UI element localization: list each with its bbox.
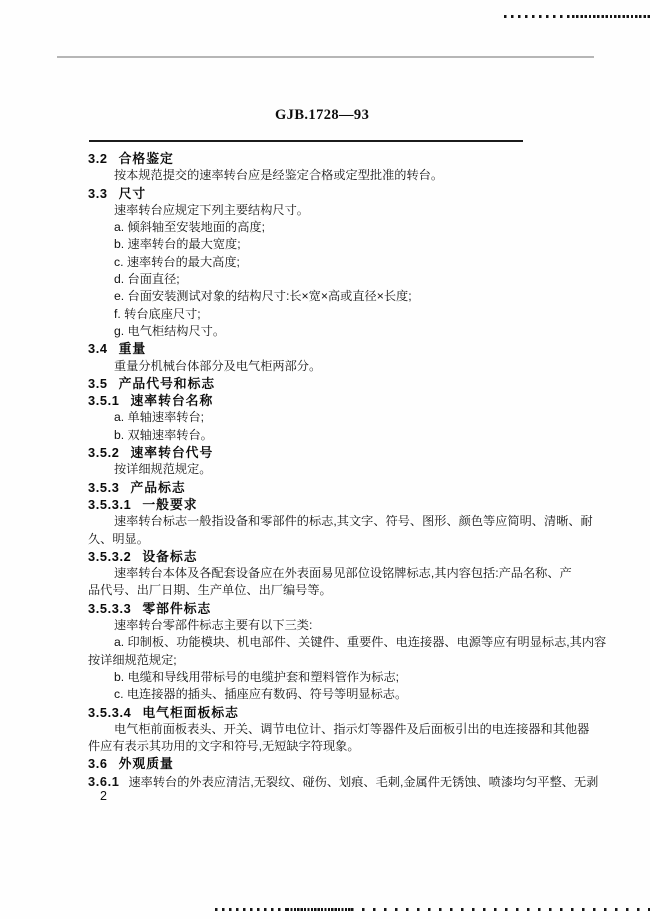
list-item: a. 印制板、功能模块、机电部件、关键件、重要件、电连接器、电源等应有明显标志,其内容 xyxy=(114,635,607,650)
paragraph-continuation-line: 件应有表示其功用的文字和符号,无短缺字符现象。 xyxy=(88,739,360,754)
document-body xyxy=(88,150,607,790)
section-title: 零部件标志 xyxy=(142,600,212,616)
paragraph-line: 速率转台应规定下列主要结构尺寸。 xyxy=(114,202,309,217)
paragraph-continuation-line: 久、明显。 xyxy=(88,531,149,546)
scan-edge-dots-bottom-dense xyxy=(287,908,351,911)
standard-number-header: GJB.1728—93 xyxy=(275,107,370,123)
section-number: 3.3 xyxy=(88,185,108,201)
list-item: c. 速率转台的最大高度; xyxy=(114,254,240,269)
scan-edge-dots-bottom-wide xyxy=(351,908,650,911)
section-title: 设备标志 xyxy=(142,548,198,564)
section-title: 尺寸 xyxy=(118,185,147,201)
section-number: 3.5.3.1 xyxy=(88,496,132,512)
section-title: 电气柜面板标志 xyxy=(142,704,239,720)
section-number: 3.5.3 xyxy=(88,479,120,495)
paragraph-continuation-line: 按详细规范规定; xyxy=(88,652,177,667)
section-number: 3.5.3.2 xyxy=(88,548,132,564)
section-number: 3.5 xyxy=(88,375,108,391)
section-3-6-1-runin-paragraph xyxy=(88,773,599,790)
paragraph-line: 按详细规范规定。 xyxy=(114,462,212,477)
section-number: 3.5.3.3 xyxy=(88,600,132,616)
list-item: b. 双轴速率转台。 xyxy=(114,427,213,442)
section-number: 3.5.2 xyxy=(88,445,120,461)
section-title: 合格鉴定 xyxy=(118,151,174,166)
list-item: b. 电缆和导线用带标号的电缆护套和塑料管作为标志; xyxy=(114,669,400,684)
paragraph-line: 按本规范提交的速率转台应是经鉴定合格或定型批准的转台。 xyxy=(114,168,444,183)
paragraph-line: 电气柜前面板表头、开关、调节电位计、指示灯等器件及后面板引出的电连接器和其他器 xyxy=(114,721,590,736)
section-number: 3.5.1 xyxy=(88,393,120,409)
section-title: 产品代号和标志 xyxy=(118,375,216,391)
paragraph-line: 速率转台标志一般指设备和零部件的标志,其文字、符号、图形、颜色等应简明、清晰、耐 xyxy=(114,514,593,529)
section-title: 产品标志 xyxy=(130,479,186,495)
list-item: g. 电气柜结构尺寸。 xyxy=(114,323,226,338)
section-number: 3.6.1 xyxy=(88,773,120,789)
paragraph-line: 速率转台的外表应清洁,无裂纹、碰伤、划痕、毛刺,金属件无锈蚀、喷漆均匀平整、无剥 xyxy=(128,774,599,789)
section-3-3-heading xyxy=(88,185,580,202)
scan-edge-dots-top-sparse xyxy=(504,15,572,18)
list-item: f. 转台底座尺寸; xyxy=(114,306,201,321)
page-number: 2 xyxy=(100,789,107,803)
section-3-5-3-heading xyxy=(88,479,580,496)
section-title: 一般要求 xyxy=(142,496,198,512)
header-rule xyxy=(89,140,523,142)
list-item: e. 台面安装测试对象的结构尺寸:长×宽×高或直径×长度; xyxy=(114,289,412,304)
section-number: 3.6 xyxy=(88,756,108,772)
list-item: b. 速率转台的最大宽度; xyxy=(114,237,241,252)
list-item: a. 倾斜轴至安装地面的高度; xyxy=(114,220,265,235)
list-item: d. 台面直径; xyxy=(114,272,180,287)
section-title: 外观质量 xyxy=(118,756,174,772)
section-3-5-3-1-heading xyxy=(88,496,580,513)
section-title: 速率转台代号 xyxy=(130,445,214,461)
section-3-5-2-heading xyxy=(88,444,580,461)
section-title: 速率转台名称 xyxy=(130,393,214,409)
section-3-6-heading xyxy=(88,755,580,772)
section-3-2-heading xyxy=(88,150,580,167)
paragraph-line: 重量分机械台体部分及电气柜两部分。 xyxy=(114,358,322,373)
scan-edge-dots-top-dense xyxy=(572,15,650,18)
paragraph-continuation-line: 品代号、出厂日期、生产单位、出厂编号等。 xyxy=(88,583,332,598)
section-3-5-3-4-heading xyxy=(88,704,580,721)
paragraph-line: 速率转台零部件标志主要有以下三类: xyxy=(114,618,313,633)
scan-crease-line xyxy=(57,56,594,58)
list-item: c. 电连接器的插头、插座应有数码、符号等明显标志。 xyxy=(114,687,408,702)
scan-edge-dots-bottom-sparse xyxy=(215,908,287,911)
section-3-5-3-2-heading xyxy=(88,548,580,565)
section-number: 3.2 xyxy=(88,151,108,166)
section-number: 3.5.3.4 xyxy=(88,704,132,720)
section-3-4-heading xyxy=(88,340,580,357)
list-item: a. 单轴速率转台; xyxy=(114,410,205,425)
section-3-5-1-heading xyxy=(88,392,580,409)
section-3-5-heading xyxy=(88,375,580,392)
section-title: 重量 xyxy=(118,341,147,357)
section-number: 3.4 xyxy=(88,341,108,357)
paragraph-line: 速率转台本体及各配套设备应在外表面易见部位设铭牌标志,其内容包括:产品名称、产 xyxy=(114,566,572,581)
section-3-5-3-3-heading xyxy=(88,600,580,617)
